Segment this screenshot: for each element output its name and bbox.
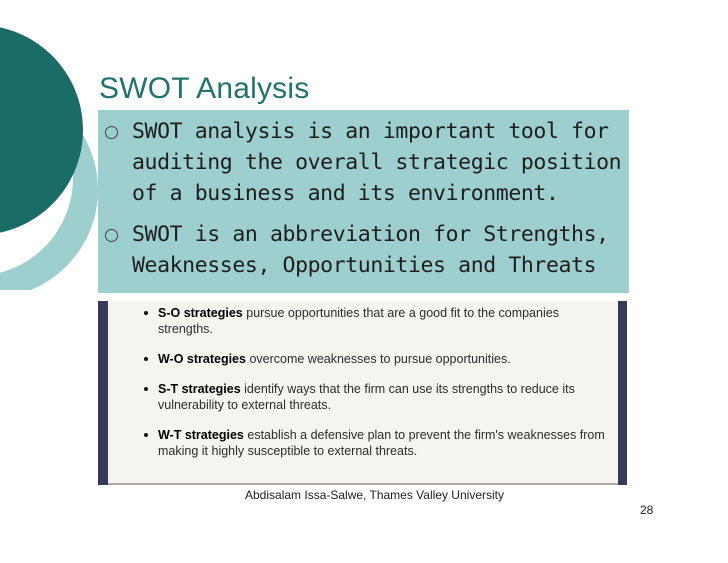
inset-right-border	[618, 301, 627, 485]
strategy-name: S-O strategies	[158, 306, 243, 320]
strategy-item	[138, 427, 608, 459]
bullet-list	[100, 116, 625, 281]
strategy-text: identify ways that the firm can use its strengths to reduce its vulnerability to external threats.	[158, 382, 575, 412]
page-number: 28	[640, 503, 654, 517]
hollow-circle-bullet-icon	[105, 126, 118, 139]
slide-title: SWOT Analysis	[99, 72, 310, 105]
footer-text: Abdisalam Issa-Salwe, Thames Valley University	[245, 488, 504, 502]
inset-left-border	[98, 301, 108, 485]
hollow-circle-bullet-icon	[105, 229, 118, 242]
strategy-text: establish a defensive plan to prevent the firm's weaknesses from making it highly susceptible to external threats.	[158, 428, 605, 458]
strategy-text: overcome weaknesses to pursue opportunities.	[245, 352, 511, 366]
strategies-list	[138, 305, 608, 473]
strategy-item	[138, 381, 608, 413]
bullet-item: SWOT analysis is an important tool for auditing the overall strategic position of a business and its environment.	[100, 116, 625, 209]
strategy-name: S-T strategies	[158, 382, 241, 396]
bullet-item: SWOT is an abbreviation for Strengths, Weaknesses, Opportunities and Threats	[100, 219, 625, 281]
strategy-item	[138, 351, 608, 367]
strategy-name: W-O strategies	[158, 352, 246, 366]
strategy-item	[138, 305, 608, 337]
strategy-name: W-T strategies	[158, 428, 244, 442]
inset-bottom-line	[108, 483, 618, 485]
strategy-text: pursue opportunities that are a good fit to the companies strengths.	[158, 306, 559, 336]
